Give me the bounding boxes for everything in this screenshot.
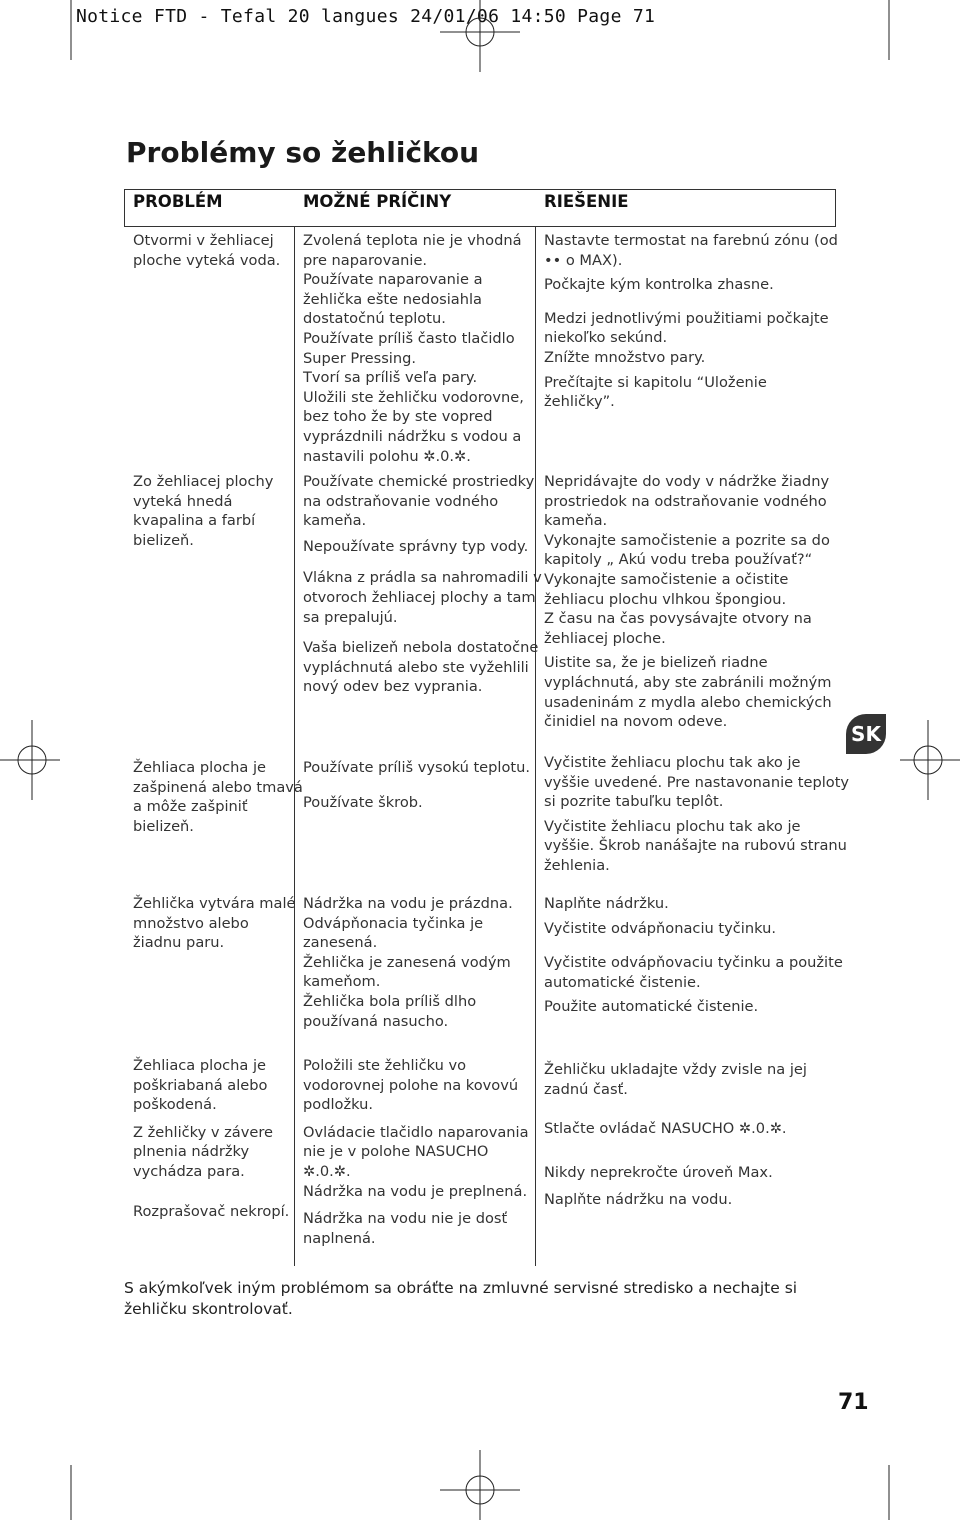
solution-line: žehliacej ploche. xyxy=(544,629,666,647)
cause-line: na odstraňovanie vodného xyxy=(303,492,499,510)
cause-line: vyprázdnili nádržku s vodou a xyxy=(303,427,522,445)
problem-line: žiadnu paru. xyxy=(133,934,225,952)
problem-line: Žehliaca plocha je xyxy=(133,759,267,776)
cause-line: podložku. xyxy=(303,1096,373,1114)
cause-line: Uložili ste žehličku vodorovne, xyxy=(303,388,524,406)
solution-line: Použite automatické čistenie. xyxy=(544,998,759,1016)
cause-line: pre naparovanie. xyxy=(303,251,428,269)
column-header-solutions: RIEŠENIE xyxy=(544,192,629,211)
problem-line: poškodená. xyxy=(133,1096,217,1114)
cause-line: Nádržka na vodu je prázdna. xyxy=(303,895,513,912)
problem-line: plnenia nádržky xyxy=(133,1143,250,1161)
cause-line: Položili ste žehličku vo xyxy=(303,1057,467,1074)
solution-line: kameňa. xyxy=(544,512,608,530)
solution-line: Žehličku ukladajte vždy zvisle na jej xyxy=(544,1061,807,1078)
solution-line: •• o MAX). xyxy=(544,251,623,269)
solution-line: Naplňte nádržku na vodu. xyxy=(544,1191,733,1209)
cause-line: kameňom. xyxy=(303,973,381,991)
language-tab xyxy=(846,714,886,754)
cause-line: Používate škrob. xyxy=(303,793,423,811)
cause-line: nový odev bez vyprania. xyxy=(303,678,483,696)
page-number: 71 xyxy=(838,1390,869,1415)
cause-line: Tvorí sa príliš veľa pary. xyxy=(303,369,478,387)
footer-note-line: S akýmkoľvek iným problémom sa obráťte na zmluvné servisné stredisko a nechajte si xyxy=(124,1279,798,1297)
solution-line: Vykonajte samočistenie a očistite xyxy=(544,570,789,588)
solution-line: usadeninám z mydla alebo chemických xyxy=(544,693,832,711)
solution-line: vyššie. Škrob nanášajte na rubovú stranu xyxy=(544,837,847,855)
solutions-cell xyxy=(544,753,849,876)
problem-line: Žehliaca plocha je xyxy=(133,1057,267,1074)
problem-line: ploche vyteká voda. xyxy=(133,251,281,269)
solution-line: automatické čistenie. xyxy=(544,973,701,991)
causes-cell xyxy=(303,231,524,466)
cause-line: Nádržka na vodu je preplnená. xyxy=(303,1182,528,1200)
page-title: Problémy so žehličkou xyxy=(126,136,480,169)
solutions-cell xyxy=(544,472,832,732)
table-left-border xyxy=(124,189,125,226)
cause-line: Super Pressing. xyxy=(303,349,417,367)
solution-line: žehličky”. xyxy=(544,393,615,411)
problem-line: vyteká hnedá xyxy=(133,492,233,510)
solution-line: Naplňte nádržku. xyxy=(544,895,669,912)
cause-line: naplnená. xyxy=(303,1229,376,1247)
solution-line: Nepridávajte do vody v nádržke žiadny xyxy=(544,473,830,490)
solution-line: Nikdy neprekročte úroveň Max. xyxy=(544,1163,773,1181)
cause-line: Odvápňonacia tyčinka je xyxy=(303,914,484,932)
cause-line: žehlička ešte nedosiahla xyxy=(303,290,482,308)
solution-line: prostriedok na odstraňovanie vodného xyxy=(544,492,827,510)
cause-line: Vlákna z prádla sa nahromadili v xyxy=(303,569,542,587)
causes-cell xyxy=(303,472,542,697)
footer-note xyxy=(124,1278,797,1319)
solution-line: žehlenia. xyxy=(544,856,610,874)
cause-line: vypláchnutá alebo ste vyžehlili xyxy=(303,658,529,676)
causes-cell xyxy=(303,758,530,812)
solution-line: kapitoly „ Akú vodu treba používať?“ xyxy=(544,551,813,569)
column-divider xyxy=(294,226,295,1266)
problem-line: Žehlička vytvára malé xyxy=(133,895,296,912)
solutions-cell xyxy=(544,231,838,412)
cause-line: Používate naparovanie a xyxy=(303,271,483,289)
solutions-cell xyxy=(544,1060,807,1210)
cause-line: Nádržka na vodu nie je dosť xyxy=(303,1210,508,1228)
solution-line: si pozrite tabuľku teplôt. xyxy=(544,793,724,811)
solution-line: Počkajte kým kontrolka zhasne. xyxy=(544,276,774,294)
solution-line: žehliacu plochu vlhkou špongiou. xyxy=(544,590,787,608)
solution-line: Vykonajte samočistenie a pozrite sa do xyxy=(544,531,830,549)
problem-cell xyxy=(133,758,303,836)
cause-line: ✲.0.✲. xyxy=(303,1162,351,1180)
solution-line: Stlačte ovládač NASUCHO ✲.0.✲. xyxy=(544,1120,787,1138)
solution-line: Vyčistite žehliacu plochu tak ako je xyxy=(544,754,801,771)
problem-cell xyxy=(133,472,273,550)
solution-line: Medzi jednotlivými použitiami počkajte xyxy=(544,309,829,327)
cause-line: bez toho že by ste vopred xyxy=(303,408,493,426)
solutions-cell xyxy=(544,894,843,1017)
footer-note-line: žehličku skontrolovať. xyxy=(124,1299,293,1318)
cause-line: Používate chemické prostriedky xyxy=(303,473,535,490)
table-right-border xyxy=(835,189,836,226)
cause-line: Žehlička bola príliš dlho xyxy=(303,992,477,1010)
column-header-causes: MOŽNÉ PRÍČINY xyxy=(303,192,452,211)
column-header-problem: PROBLÉM xyxy=(133,192,223,211)
table-top-border xyxy=(124,189,836,190)
problem-line: bielizeň. xyxy=(133,817,194,835)
cause-line: otvoroch žehliacej plochy a tam xyxy=(303,588,536,606)
solution-line: zadnú časť. xyxy=(544,1080,628,1098)
column-divider xyxy=(535,226,536,1266)
cause-line: Používate príliš často tlačidlo xyxy=(303,329,515,347)
cause-line: používaná nasucho. xyxy=(303,1012,449,1030)
cause-line: Zvolená teplota nie je vhodná xyxy=(303,232,522,249)
solution-line: Z času na čas povysávajte otvory na xyxy=(544,610,812,628)
cause-line: sa prepalujú. xyxy=(303,608,398,626)
table-header-divider xyxy=(124,226,836,227)
problem-line: kvapalina a farbí xyxy=(133,512,256,530)
solution-line: vyššie uvedené. Pre nastavonanie teploty xyxy=(544,773,850,791)
cause-line: Vaša bielizeň nebola dostatočne xyxy=(303,639,539,657)
solution-line: niekoľko sekúnd. xyxy=(544,329,668,347)
language-tab-label: SK xyxy=(851,722,881,746)
cause-line: nie je v polohe NASUCHO xyxy=(303,1143,489,1161)
solution-line: Vyčistite žehliacu plochu tak ako je xyxy=(544,817,801,835)
solution-line: vypláchnutá, aby ste zabránili možným xyxy=(544,673,832,691)
problem-line: Rozprašovač nekropí. xyxy=(133,1202,290,1220)
problem-line: množstvo alebo xyxy=(133,914,249,932)
cause-line: Nepoužívate správny typ vody. xyxy=(303,537,529,555)
print-header: Notice FTD - Tefal 20 langues 24/01/06 14:50 Page 71 xyxy=(76,6,656,27)
solution-line: Vyčistite odvápňovaciu tyčinku a použite xyxy=(544,954,843,972)
solution-line: Prečítajte si kapitolu “Uloženie xyxy=(544,373,767,391)
solution-line: Vyčistite odvápňonaciu tyčinku. xyxy=(544,919,776,937)
cause-line: Ovládacie tlačidlo naparovania xyxy=(303,1123,529,1141)
problem-line: vychádza para. xyxy=(133,1162,245,1180)
problem-cell xyxy=(133,231,280,270)
problem-line: Zo žehliacej plochy xyxy=(133,473,274,490)
problem-cell xyxy=(133,894,295,953)
problem-line: bielizeň. xyxy=(133,531,194,549)
solution-line: Nastavte termostat na farebnú zónu (od xyxy=(544,232,838,249)
problem-cell xyxy=(133,1056,289,1221)
problem-line: zašpinená alebo tmavá xyxy=(133,778,303,796)
solution-line: činidiel na novom odeve. xyxy=(544,713,728,731)
cause-line: dostatočnú teplotu. xyxy=(303,310,446,328)
problem-line: Z žehličky v závere xyxy=(133,1123,274,1141)
solution-line: Znížte množstvo pary. xyxy=(544,348,706,366)
cause-line: zanesená. xyxy=(303,934,378,952)
causes-cell xyxy=(303,894,513,1031)
cause-line: kameňa. xyxy=(303,512,367,530)
problem-line: Otvormi v žehliacej xyxy=(133,232,274,249)
problem-line: poškriabaná alebo xyxy=(133,1076,268,1094)
solution-line: Uistite sa, že je bielizeň riadne xyxy=(544,654,768,672)
cause-line: Žehlička je zanesená vodým xyxy=(303,953,511,971)
cause-line: Používate príliš vysokú teplotu. xyxy=(303,759,531,776)
problem-line: a môže zašpiniť xyxy=(133,798,248,816)
cause-line: vodorovnej polohe na kovovú xyxy=(303,1076,519,1094)
causes-cell xyxy=(303,1056,529,1248)
cause-line: nastavili polohu ✲.0.✲. xyxy=(303,447,471,465)
